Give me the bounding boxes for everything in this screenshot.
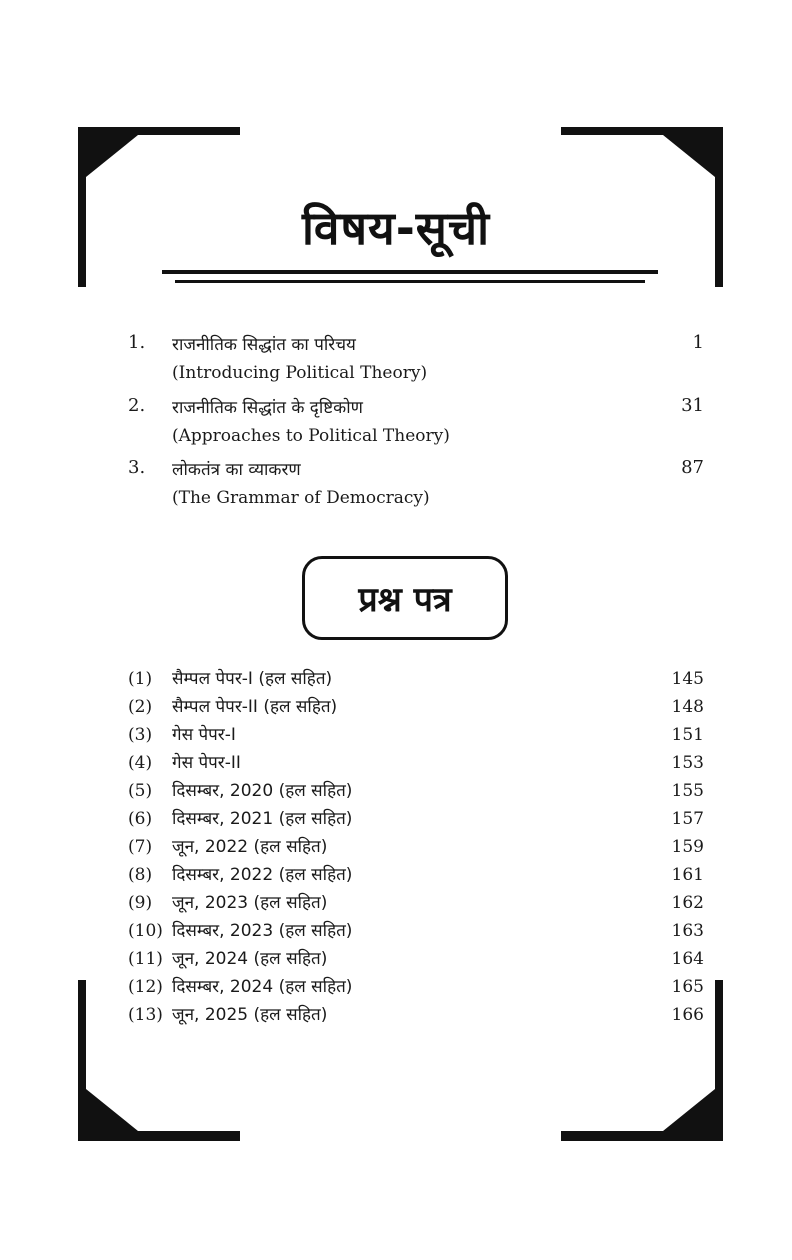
papers-heading: प्रश्न पत्र <box>302 556 508 640</box>
paper-entry[interactable] <box>128 917 704 945</box>
paper-number: (5) <box>128 781 153 801</box>
papers-list <box>128 665 704 1029</box>
paper-number: (13) <box>128 1005 163 1025</box>
paper-number: (12) <box>128 977 163 997</box>
paper-entry[interactable] <box>128 749 704 777</box>
paper-page: 145 <box>671 669 704 689</box>
paper-entry[interactable] <box>128 889 704 917</box>
paper-title: दिसम्बर, 2020 (हल सहित) <box>172 781 353 801</box>
paper-entry[interactable] <box>128 721 704 749</box>
chapter-number: 3. <box>128 457 146 478</box>
paper-page: 153 <box>671 753 704 773</box>
paper-title: सैम्पल पेपर-II (हल सहित) <box>172 697 338 717</box>
paper-number: (9) <box>128 893 153 913</box>
chapter-page: 1 <box>692 332 704 353</box>
paper-page: 155 <box>671 781 704 801</box>
paper-entry[interactable] <box>128 945 704 973</box>
paper-title: गेस पेपर-II <box>172 753 241 773</box>
paper-entry[interactable] <box>128 833 704 861</box>
paper-title: दिसम्बर, 2023 (हल सहित) <box>172 921 353 941</box>
paper-title: जून, 2022 (हल सहित) <box>172 837 328 857</box>
paper-entry[interactable] <box>128 973 704 1001</box>
paper-number: (1) <box>128 669 153 689</box>
paper-title: जून, 2023 (हल सहित) <box>172 893 328 913</box>
paper-title: दिसम्बर, 2024 (हल सहित) <box>172 977 353 997</box>
chapter-number: 1. <box>128 332 146 353</box>
paper-page: 163 <box>671 921 704 941</box>
paper-page: 151 <box>671 725 704 745</box>
paper-entry[interactable] <box>128 805 704 833</box>
paper-number: (4) <box>128 753 153 773</box>
paper-title: दिसम्बर, 2022 (हल सहित) <box>172 865 353 885</box>
paper-page: 164 <box>671 949 704 969</box>
paper-entry[interactable] <box>128 693 704 721</box>
chapter-subtitle: (Introducing Political Theory) <box>172 363 428 383</box>
paper-page: 162 <box>671 893 704 913</box>
paper-number: (7) <box>128 837 153 857</box>
paper-number: (10) <box>128 921 163 941</box>
paper-page: 157 <box>671 809 704 829</box>
chapter-subtitle: (Approaches to Political Theory) <box>172 426 450 446</box>
chapter-number: 2. <box>128 395 146 416</box>
paper-number: (8) <box>128 865 153 885</box>
chapter-title: राजनीतिक सिद्धांत का परिचय <box>172 335 356 355</box>
title-underline-bottom <box>175 280 645 283</box>
paper-page: 161 <box>671 865 704 885</box>
chapter-page: 31 <box>681 395 704 416</box>
paper-page: 165 <box>671 977 704 997</box>
paper-entry[interactable] <box>128 1001 704 1029</box>
paper-page: 159 <box>671 837 704 857</box>
paper-title: दिसम्बर, 2021 (हल सहित) <box>172 809 353 829</box>
chapter-subtitle: (The Grammar of Democracy) <box>172 488 430 508</box>
paper-entry[interactable] <box>128 665 704 693</box>
paper-number: (11) <box>128 949 163 969</box>
chapter-title: लोकतंत्र का व्याकरण <box>172 460 301 480</box>
chapter-title: राजनीतिक सिद्धांत के दृष्टिकोण <box>172 398 363 418</box>
paper-entry[interactable] <box>128 861 704 889</box>
chapter-page: 87 <box>681 457 704 478</box>
paper-number: (6) <box>128 809 153 829</box>
paper-page: 148 <box>671 697 704 717</box>
page-title: विषय-सूची <box>301 201 491 255</box>
title-underline-top <box>162 270 658 274</box>
paper-title: सैम्पल पेपर-I (हल सहित) <box>172 669 333 689</box>
paper-title: जून, 2024 (हल सहित) <box>172 949 328 969</box>
paper-number: (3) <box>128 725 153 745</box>
paper-entry[interactable] <box>128 777 704 805</box>
paper-title: जून, 2025 (हल सहित) <box>172 1005 328 1025</box>
paper-number: (2) <box>128 697 153 717</box>
paper-title: गेस पेपर-I <box>172 725 236 745</box>
paper-page: 166 <box>671 1005 704 1025</box>
